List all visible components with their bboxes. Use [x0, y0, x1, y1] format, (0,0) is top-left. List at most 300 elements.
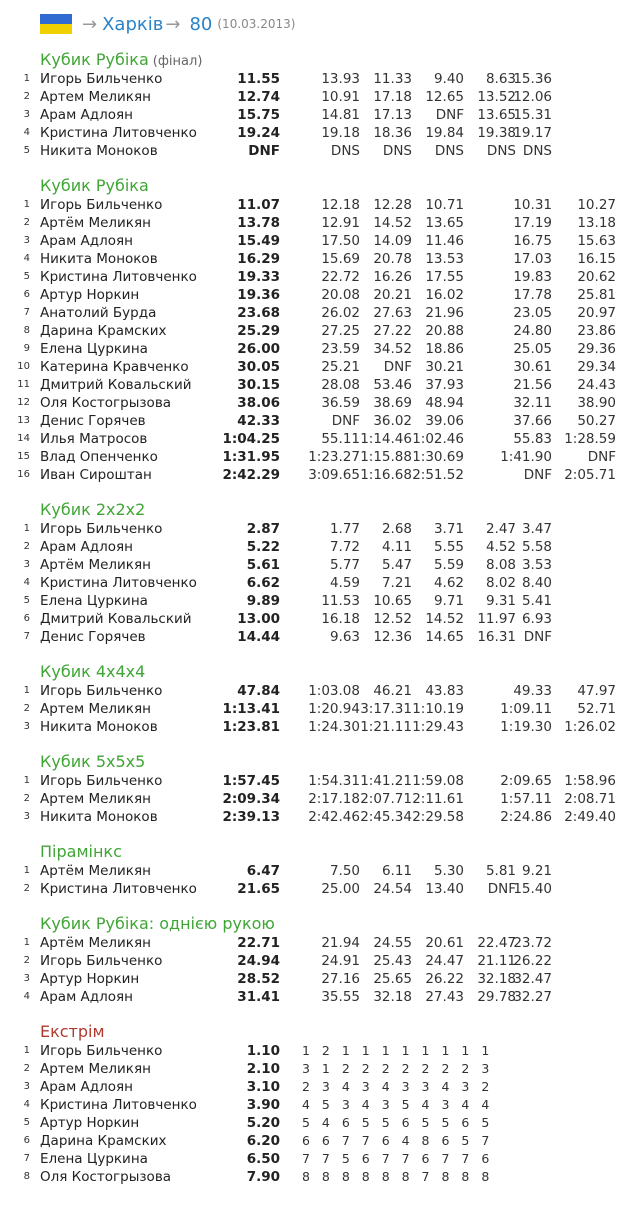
attempt-time: 13.18 [577, 215, 616, 231]
attempt-time: 19.18 [321, 125, 360, 141]
attempt-time: 55.11 [321, 431, 360, 447]
attempt-time: 16.26 [373, 269, 412, 285]
result-value: 21.65 [237, 881, 280, 897]
place-number: 11 [17, 379, 30, 390]
result-value: 1:23.81 [222, 719, 280, 735]
attempt-time: 1:10.19 [412, 701, 464, 717]
attempt-time: 14.52 [425, 611, 464, 627]
attempt-time: 2:42.46 [308, 809, 360, 825]
attempt-time: 18.36 [373, 125, 412, 141]
result-value: 3.90 [246, 1097, 280, 1113]
table-row [0, 304, 627, 322]
ukraine-flag-icon [40, 14, 72, 34]
competitor-name[interactable]: Арам Адлоян [40, 233, 133, 249]
table-row [0, 250, 627, 268]
competitor-name[interactable]: Игорь Бильченко [40, 683, 163, 699]
attempt-time: 5.30 [433, 863, 464, 879]
attempt-time: 16.02 [425, 287, 464, 303]
competitor-name[interactable]: Игорь Бильченко [40, 197, 163, 213]
attempt-time: 17.13 [373, 107, 412, 123]
attempt-time: 8.02 [485, 575, 516, 591]
competitor-name[interactable]: Оля Костогрызова [40, 395, 172, 411]
result-value: 28.52 [237, 971, 280, 987]
attempt-time: 7.72 [329, 539, 360, 555]
attempt-time: 25.05 [513, 341, 552, 357]
places-list: 3 1 2 2 2 2 2 2 2 3 [302, 1061, 494, 1076]
place-number: 1 [23, 937, 30, 948]
attempt-time: 3.53 [521, 557, 552, 573]
attempt-time: 13.65 [425, 215, 464, 231]
place-number: 12 [17, 397, 30, 408]
attempt-time: 4.52 [485, 539, 516, 555]
attempt-time: 23.05 [513, 305, 552, 321]
place-number: 7 [23, 1153, 30, 1164]
competitor-name[interactable]: Арам Адлоян [40, 1079, 133, 1095]
attempt-time: 4.62 [433, 575, 464, 591]
place-number: 3 [23, 235, 30, 246]
attempt-time: 24.54 [373, 881, 412, 897]
competitor-name[interactable]: Елена Цуркина [40, 1151, 148, 1167]
attempt-time: 52.71 [577, 701, 616, 717]
event-title-text[interactable]: Кубик 2x2x2 [40, 500, 146, 519]
place-number: 6 [23, 1135, 30, 1146]
competitor-name[interactable]: Игорь Бильченко [40, 1043, 163, 1059]
table-row [0, 1150, 627, 1168]
attempt-time: 20.97 [577, 305, 616, 321]
results-table [0, 520, 627, 646]
place-number: 8 [23, 1171, 30, 1182]
table-row [0, 1114, 627, 1132]
table-row [0, 862, 627, 880]
event-title-text[interactable]: Кубик Рубіка [40, 50, 149, 69]
attempt-time: 20.88 [425, 323, 464, 339]
results-table [0, 196, 627, 484]
attempt-time: 1:24.30 [308, 719, 360, 735]
attempt-time: 8.08 [485, 557, 516, 573]
result-value: 25.29 [237, 323, 280, 339]
attempt-time: 38.90 [577, 395, 616, 411]
competitor-name[interactable]: Кристина Литовченко [40, 125, 197, 141]
attempt-time: DNF [523, 467, 552, 483]
table-row [0, 394, 627, 412]
competitor-name[interactable]: Кристина Литовченко [40, 575, 197, 591]
attempt-time: 1:19.30 [500, 719, 552, 735]
attempt-time: 26.22 [425, 971, 464, 987]
attempt-time: 13.65 [477, 107, 516, 123]
table-row [0, 628, 627, 646]
place-number: 6 [23, 289, 30, 300]
attempt-time: 49.33 [513, 683, 552, 699]
result-value: 9.89 [246, 593, 280, 609]
place-number: 3 [23, 1081, 30, 1092]
competitor-name[interactable]: Игорь Бильченко [40, 521, 163, 537]
table-row [0, 700, 627, 718]
competitor-name[interactable]: Артём Меликян [40, 935, 151, 951]
competitor-name[interactable]: Денис Горячев [40, 413, 146, 429]
result-value: 2.87 [246, 521, 280, 537]
attempt-time: 1:59.08 [412, 773, 464, 789]
attempt-time: 47.97 [577, 683, 616, 699]
attempt-time: 5.58 [521, 539, 552, 555]
result-value: 38.06 [237, 395, 280, 411]
event-title-text[interactable]: Пірамінкс [40, 842, 122, 861]
places-list: 2 3 4 3 4 3 3 4 3 2 [302, 1079, 494, 1094]
event-title [40, 842, 122, 862]
attempt-time: 16.31 [477, 629, 516, 645]
attempt-time: 2.68 [381, 521, 412, 537]
competitor-name[interactable]: Арам Адлоян [40, 989, 133, 1005]
result-value: 1:04.25 [222, 431, 280, 447]
attempt-time: 1:20.94 [308, 701, 360, 717]
attempt-time: 10.91 [321, 89, 360, 105]
result-value: 11.07 [237, 197, 280, 213]
competitor-name[interactable]: Кристина Литовченко [40, 269, 197, 285]
attempt-time: DNS [434, 143, 464, 159]
attempt-time: DNF [331, 413, 360, 429]
event-title [40, 500, 145, 520]
attempt-time: 12.18 [321, 197, 360, 213]
attempt-time: 10.27 [577, 197, 616, 213]
result-value: 13.00 [237, 611, 280, 627]
attempt-time: 27.25 [321, 323, 360, 339]
places-list: 6 6 7 7 6 4 8 6 5 7 [302, 1133, 494, 1148]
event-title-text[interactable]: Кубик 5x5x5 [40, 752, 146, 771]
attempt-time: 2:51.52 [412, 467, 464, 483]
attempt-time: 20.78 [373, 251, 412, 267]
result-value: 7.90 [246, 1169, 280, 1185]
attempt-time: 7.21 [381, 575, 412, 591]
table-row [0, 1078, 627, 1096]
result-value: 12.74 [237, 89, 280, 105]
attempt-time: 9.21 [521, 863, 552, 879]
competitor-name[interactable]: Оля Костогрызова [40, 1169, 172, 1185]
attempt-time: DNF [435, 107, 464, 123]
competitor-name[interactable]: Никита Моноков [40, 719, 158, 735]
attempt-time: 1:09.11 [500, 701, 552, 717]
competitor-name[interactable]: Игорь Бильченко [40, 773, 163, 789]
result-value: 14.44 [237, 629, 280, 645]
attempt-time: 14.65 [425, 629, 464, 645]
competitor-name[interactable]: Арам Адлоян [40, 539, 133, 555]
attempt-time: 1:21.11 [360, 719, 412, 735]
attempt-time: 9.31 [485, 593, 516, 609]
results-table [0, 1042, 627, 1186]
table-row [0, 988, 627, 1006]
place-number: 7 [23, 307, 30, 318]
attempt-time: DNF [523, 629, 552, 645]
result-value: 6.20 [246, 1133, 280, 1149]
competitor-name[interactable]: Катерина Кравченко [40, 359, 189, 375]
attempt-time: 20.21 [373, 287, 412, 303]
attempt-time: 27.63 [373, 305, 412, 321]
place-number: 1 [23, 865, 30, 876]
competitor-name[interactable]: Игорь Бильченко [40, 953, 163, 969]
place-number: 6 [23, 613, 30, 624]
attempt-time: 2:49.40 [564, 809, 616, 825]
competitor-name[interactable]: Елена Цуркина [40, 341, 148, 357]
result-value: 19.33 [237, 269, 280, 285]
event-title-text[interactable]: Кубик Рубіка [40, 176, 149, 195]
attempt-time: 9.71 [433, 593, 464, 609]
place-number: 2 [23, 955, 30, 966]
attempt-time: 23.59 [321, 341, 360, 357]
place-number: 4 [23, 1099, 30, 1110]
attempt-time: 28.08 [321, 377, 360, 393]
table-row [0, 412, 627, 430]
result-value: 5.20 [246, 1115, 280, 1131]
attempt-time: 32.47 [513, 971, 552, 987]
attempt-time: 5.41 [521, 593, 552, 609]
place-number: 13 [17, 415, 30, 426]
attempt-time: 14.52 [373, 215, 412, 231]
table-row [0, 1168, 627, 1186]
table-row [0, 520, 627, 538]
place-number: 2 [23, 883, 30, 894]
competitor-name[interactable]: Игорь Бильченко [40, 71, 163, 87]
competitor-name[interactable]: Артем Меликян [40, 791, 151, 807]
attempt-time: 15.40 [513, 881, 552, 897]
table-row [0, 772, 627, 790]
table-row [0, 610, 627, 628]
place-number: 1 [23, 685, 30, 696]
attempt-time: 37.66 [513, 413, 552, 429]
attempt-time: 26.22 [513, 953, 552, 969]
attempt-time: 6.93 [521, 611, 552, 627]
competitor-name[interactable]: Артур Норкин [40, 1115, 140, 1131]
attempt-time: 32.18 [373, 989, 412, 1005]
result-value: 16.29 [237, 251, 280, 267]
place-number: 4 [23, 991, 30, 1002]
attempt-time: 25.00 [321, 881, 360, 897]
result-value: 26.00 [237, 341, 280, 357]
competitor-name[interactable]: Артем Меликян [40, 89, 151, 105]
attempt-time: 10.71 [425, 197, 464, 213]
competitor-name[interactable]: Артур Норкин [40, 971, 140, 987]
table-row [0, 880, 627, 898]
attempt-time: 1:54.31 [308, 773, 360, 789]
competitor-name[interactable]: Илья Матросов [40, 431, 148, 447]
arrow-right-icon: → [165, 13, 181, 35]
result-value: 6.62 [246, 575, 280, 591]
attempt-time: DNF [383, 359, 412, 375]
attempt-time: 5.81 [485, 863, 516, 879]
table-row [0, 1042, 627, 1060]
result-value: 31.41 [237, 989, 280, 1005]
place-number: 3 [23, 811, 30, 822]
place-number: 8 [23, 325, 30, 336]
attempt-time: 12.28 [373, 197, 412, 213]
place-number: 4 [23, 127, 30, 138]
result-value: 19.36 [237, 287, 280, 303]
attempt-time: 12.65 [425, 89, 464, 105]
attempt-time: 24.91 [321, 953, 360, 969]
table-row [0, 1060, 627, 1078]
place-number: 1 [23, 199, 30, 210]
place-number: 2 [23, 793, 30, 804]
attempt-time: 12.06 [513, 89, 552, 105]
attempt-time: 1:03.08 [308, 683, 360, 699]
attempt-time: 17.55 [425, 269, 464, 285]
competitor-name[interactable]: Иван Сироштан [40, 467, 152, 483]
result-value: 2.10 [246, 1061, 280, 1077]
attempt-time: 1.77 [329, 521, 360, 537]
attempt-time: 29.78 [477, 989, 516, 1005]
attempt-time: 17.78 [513, 287, 552, 303]
competitor-name[interactable]: Денис Горячев [40, 629, 146, 645]
attempt-time: 13.52 [477, 89, 516, 105]
attempt-time: 19.17 [513, 125, 552, 141]
result-value: 2:42.29 [222, 467, 280, 483]
attempt-time: 25.43 [373, 953, 412, 969]
attempt-time: 11.46 [425, 233, 464, 249]
table-row [0, 124, 627, 142]
places-list: 1 2 1 1 1 1 1 1 1 1 [302, 1043, 494, 1058]
attempt-time: DNF [487, 881, 516, 897]
table-row [0, 106, 627, 124]
table-row [0, 538, 627, 556]
attempt-time: 1:15.88 [360, 449, 412, 465]
result-value: 30.05 [237, 359, 280, 375]
competitor-name[interactable]: Артем Меликян [40, 701, 151, 717]
table-row [0, 970, 627, 988]
competitor-name[interactable]: Никита Моноков [40, 143, 158, 159]
event-title [40, 1022, 105, 1042]
result-value: 24.94 [237, 953, 280, 969]
attempt-time: 15.36 [513, 71, 552, 87]
competitor-name[interactable]: Кристина Литовченко [40, 1097, 197, 1113]
attempt-time: 16.18 [321, 611, 360, 627]
table-row [0, 466, 627, 484]
attempt-time: 11.97 [477, 611, 516, 627]
result-value: 13.78 [237, 215, 280, 231]
result-value: 2:09.34 [222, 791, 280, 807]
attempt-time: 13.93 [321, 71, 360, 87]
place-number: 5 [23, 271, 30, 282]
table-row [0, 574, 627, 592]
competitor-name[interactable]: Никита Моноков [40, 809, 158, 825]
attempt-time: 25.21 [321, 359, 360, 375]
attempt-time: 9.40 [433, 71, 464, 87]
table-row [0, 682, 627, 700]
attempt-time: 22.72 [321, 269, 360, 285]
competitor-name[interactable]: Дарина Крамских [40, 323, 167, 339]
competitor-name[interactable]: Артём Меликян [40, 215, 151, 231]
city-link[interactable]: Харків [102, 13, 164, 35]
attempt-time: 21.56 [513, 377, 552, 393]
result-value: 1:13.41 [222, 701, 280, 717]
table-row [0, 214, 627, 232]
table-row [0, 376, 627, 394]
result-value: 30.15 [237, 377, 280, 393]
place-number: 16 [17, 469, 30, 480]
competition-number-link[interactable]: 80 [189, 13, 213, 35]
competitor-name[interactable]: Елена Цуркина [40, 593, 148, 609]
attempt-time: 13.40 [425, 881, 464, 897]
attempt-time: 24.43 [577, 377, 616, 393]
attempt-time: 5.77 [329, 557, 360, 573]
attempt-time: 20.08 [321, 287, 360, 303]
attempt-time: 8.63 [485, 71, 516, 87]
table-row [0, 358, 627, 376]
attempt-time: 8.40 [521, 575, 552, 591]
attempt-time: 1:02.46 [412, 431, 464, 447]
competition-date: (10.03.2013) [217, 17, 296, 31]
table-row [0, 340, 627, 358]
place-number: 7 [23, 631, 30, 642]
attempt-time: 19.83 [513, 269, 552, 285]
attempt-time: 20.61 [425, 935, 464, 951]
attempt-time: 43.83 [425, 683, 464, 699]
place-number: 14 [17, 433, 30, 444]
place-number: 3 [23, 559, 30, 570]
competitor-name[interactable]: Дмитрий Ковальский [40, 611, 192, 627]
table-row [0, 952, 627, 970]
competitor-name[interactable]: Влад Опенченко [40, 449, 158, 465]
result-value: 6.50 [246, 1151, 280, 1167]
attempt-time: 11.53 [321, 593, 360, 609]
competitor-name[interactable]: Анатолий Бурда [40, 305, 157, 321]
competitor-name[interactable]: Артем Меликян [40, 1061, 151, 1077]
competitor-name[interactable]: Кристина Литовченко [40, 881, 197, 897]
event-title [40, 662, 145, 682]
attempt-time: 2:17.18 [308, 791, 360, 807]
competitor-name[interactable]: Арам Адлоян [40, 107, 133, 123]
attempt-time: 21.11 [477, 953, 516, 969]
attempt-time: 25.81 [577, 287, 616, 303]
result-value: 23.68 [237, 305, 280, 321]
event-title-text[interactable]: Кубик Рубіка: однією рукою [40, 914, 275, 933]
attempt-time: DNS [382, 143, 412, 159]
attempt-time: 17.18 [373, 89, 412, 105]
event-title-text[interactable]: Кубик 4x4x4 [40, 662, 146, 681]
attempt-time: DNS [486, 143, 516, 159]
place-number: 4 [23, 577, 30, 588]
attempt-time: 23.86 [577, 323, 616, 339]
attempt-time: 9.63 [329, 629, 360, 645]
results-table [0, 934, 627, 1006]
attempt-time: 16.75 [513, 233, 552, 249]
attempt-time: 20.62 [577, 269, 616, 285]
competitor-name[interactable]: Артур Норкин [40, 287, 140, 303]
attempt-time: 12.36 [373, 629, 412, 645]
attempt-time: 1:57.11 [500, 791, 552, 807]
table-row [0, 268, 627, 286]
table-row [0, 88, 627, 106]
table-row [0, 790, 627, 808]
result-value: 19.24 [237, 125, 280, 141]
attempt-time: 32.27 [513, 989, 552, 1005]
attempt-time: 37.93 [425, 377, 464, 393]
place-number: 2 [23, 703, 30, 714]
event-title-text[interactable]: Екстрім [40, 1022, 105, 1041]
competitor-name[interactable]: Дмитрий Ковальский [40, 377, 192, 393]
place-number: 15 [17, 451, 30, 462]
event-subtitle: (фінал) [152, 54, 203, 69]
result-value: 42.33 [237, 413, 280, 429]
competitor-name[interactable]: Артём Меликян [40, 863, 151, 879]
result-value: 22.71 [237, 935, 280, 951]
competitor-name[interactable]: Артём Меликян [40, 557, 151, 573]
page-header [40, 12, 295, 36]
attempt-time: 30.21 [425, 359, 464, 375]
place-number: 2 [23, 217, 30, 228]
attempt-time: 2:11.61 [412, 791, 464, 807]
competitor-name[interactable]: Дарина Крамских [40, 1133, 167, 1149]
place-number: 1 [23, 73, 30, 84]
place-number: 2 [23, 1063, 30, 1074]
attempt-time: 1:14.46 [360, 431, 412, 447]
competitor-name[interactable]: Никита Моноков [40, 251, 158, 267]
